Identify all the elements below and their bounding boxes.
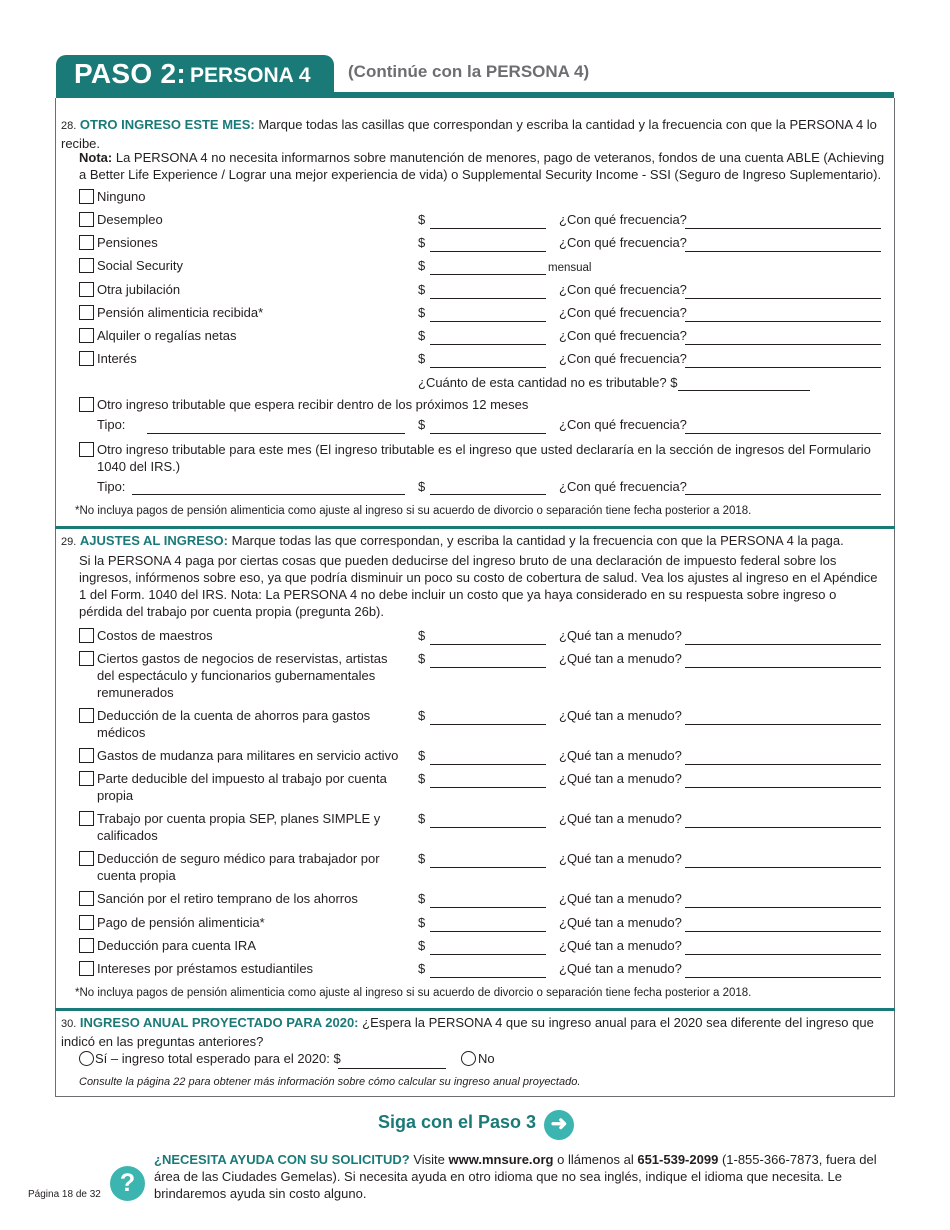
frequency-label: ¿Con qué frecuencia? xyxy=(559,328,687,343)
radio-no[interactable] xyxy=(461,1051,476,1066)
how-often-field[interactable] xyxy=(685,954,881,955)
frequency-label: ¿Con qué frecuencia? xyxy=(559,305,687,320)
amount-field-social-security[interactable] xyxy=(430,274,546,275)
dollar-sign: $ xyxy=(418,938,426,953)
checkbox-cuenta-ira[interactable] xyxy=(79,938,94,953)
q28-item-label: Otra jubilación xyxy=(97,282,181,297)
q29-intro: Marque todas las que correspondan, y escriba la cantidad y la frecuencia con que la PERSONA 4 la paga. xyxy=(231,533,844,548)
checkbox-costos-maestros[interactable] xyxy=(79,628,94,643)
how-often-label: ¿Qué tan a menudo? xyxy=(559,915,682,930)
frequency-label: ¿Con qué frecuencia? xyxy=(559,212,687,227)
q30-number: 30. xyxy=(61,1018,77,1030)
amount-field[interactable] xyxy=(430,954,546,955)
nontaxable-label: ¿Cuánto de esta cantidad no es tributable? $ xyxy=(418,375,678,390)
checkbox-otro-ingreso-12-meses[interactable] xyxy=(79,397,94,412)
q28-item-label: Alquiler o regalías netas xyxy=(97,328,237,343)
amount-field-pension-alimenticia[interactable] xyxy=(430,321,546,322)
checkbox-seguro-medico-propio[interactable] xyxy=(79,851,94,866)
checkbox-ninguno[interactable] xyxy=(79,189,94,204)
amount-field[interactable] xyxy=(430,867,546,868)
dollar-sign: $ xyxy=(418,479,426,494)
q29-item-label: Pago de pensión alimenticia* xyxy=(97,915,265,930)
how-often-field[interactable] xyxy=(685,827,881,828)
amount-field[interactable] xyxy=(430,787,546,788)
frequency-label: ¿Con qué frecuencia? xyxy=(559,282,687,297)
dollar-sign: $ xyxy=(418,282,426,297)
q29-item-label: Sanción por el retiro temprano de los ahorros xyxy=(97,891,358,906)
dollar-sign: $ xyxy=(418,417,426,432)
dollar-sign: $ xyxy=(418,628,426,643)
dollar-sign: $ xyxy=(418,771,426,786)
q28-item-label: Ninguno xyxy=(97,189,146,204)
q28-note xyxy=(79,149,887,183)
other-income-this-month-label: Otro ingreso tributable para este mes (El ingreso tributable es el ingreso que usted declararía en la sección de ingresos del Formulario 1040 del IRS.) xyxy=(97,442,871,474)
how-often-label: ¿Qué tan a menudo? xyxy=(559,811,682,826)
how-often-label: ¿Qué tan a menudo? xyxy=(559,891,682,906)
how-often-label: ¿Qué tan a menudo? xyxy=(559,851,682,866)
q28-item-label: Interés xyxy=(97,351,137,366)
checkbox-pension-alimenticia[interactable] xyxy=(79,305,94,320)
tipo-field-este-mes[interactable] xyxy=(132,494,405,495)
checkbox-ahorros-gastos-medicos[interactable] xyxy=(79,708,94,723)
q28-note-text: La PERSONA 4 no necesita informarnos sobre manutención de menores, pago de veteranos, fondos de una cuenta ABLE (Achieving a Better Life Experience / Lograr una mejor experiencia de vida) o Supplemental Security Income - SSI (Seguro de Ingreso Suplementario). xyxy=(79,150,885,182)
how-often-label: ¿Qué tan a menudo? xyxy=(559,651,682,666)
how-often-label: ¿Qué tan a menudo? xyxy=(559,628,682,643)
frequency-label: ¿Con qué frecuencia? xyxy=(559,417,687,432)
checkbox-retiro-temprano[interactable] xyxy=(79,891,94,906)
other-income-12-months-label: Otro ingreso tributable que espera recibir dentro de los próximos 12 meses xyxy=(97,397,529,412)
q30-intro: ¿Espera la PERSONA 4 que su ingreso anual para el 2020 sea diferente del ingreso que indicó en las preguntas anteriores? xyxy=(61,1015,874,1049)
dollar-sign: $ xyxy=(418,351,426,366)
dollar-sign: $ xyxy=(418,748,426,763)
frequency-field-pension-alimenticia[interactable] xyxy=(685,321,881,322)
checkbox-prestamos-estudiantiles[interactable] xyxy=(79,961,94,976)
dollar-sign: $ xyxy=(418,235,426,250)
how-often-field[interactable] xyxy=(685,931,881,932)
frequency-label: ¿Con qué frecuencia? xyxy=(559,235,687,250)
q28-item-label: Pensiones xyxy=(97,235,158,250)
help-visit-text: Visite xyxy=(413,1152,445,1167)
dollar-sign: $ xyxy=(418,328,426,343)
help-question-icon: ? xyxy=(110,1166,145,1201)
amount-field[interactable] xyxy=(430,907,546,908)
q30-heading xyxy=(61,1014,887,1050)
amount-field-pensiones[interactable] xyxy=(430,251,546,252)
checkbox-social-security[interactable] xyxy=(79,258,94,273)
checkbox-pago-pension[interactable] xyxy=(79,915,94,930)
amount-field[interactable] xyxy=(430,644,546,645)
step-title: PASO 2: xyxy=(74,58,187,89)
amount-field[interactable] xyxy=(430,931,546,932)
q28-footnote: *No incluya pagos de pensión alimenticia como ajuste al ingreso si su acuerdo de divorcio o separación tiene fecha posterior a 2018. xyxy=(75,505,752,517)
q29-item-label: Gastos de mudanza para militares en servicio activo xyxy=(97,748,399,763)
q29-item-label: Costos de maestros xyxy=(97,628,213,643)
help-website-link[interactable]: www.mnsure.org xyxy=(448,1152,554,1167)
dollar-sign: $ xyxy=(418,708,426,723)
nontaxable-amount-field[interactable] xyxy=(678,390,810,391)
person-title: PERSONA 4 xyxy=(190,64,311,87)
how-often-field[interactable] xyxy=(685,787,881,788)
radio-no-label: No xyxy=(478,1051,495,1066)
q29-item-label: Intereses por préstamos estudiantiles xyxy=(97,961,314,976)
amount-field-interes[interactable] xyxy=(430,367,546,368)
radio-yes[interactable] xyxy=(79,1051,94,1066)
checkbox-alquiler[interactable] xyxy=(79,328,94,343)
how-often-label: ¿Qué tan a menudo? xyxy=(559,708,682,723)
how-often-field[interactable] xyxy=(685,977,881,978)
amount-field-este-mes[interactable] xyxy=(430,494,546,495)
arrow-right-icon: ➜ xyxy=(544,1110,574,1140)
dollar-sign: $ xyxy=(418,891,426,906)
dollar-sign: $ xyxy=(418,651,426,666)
q29-item-label: Deducción para cuenta IRA xyxy=(97,938,256,953)
q28-number: 28. xyxy=(61,120,77,132)
checkbox-sep-simple[interactable] xyxy=(79,811,94,826)
amount-field-12-meses[interactable] xyxy=(430,433,546,434)
amount-field[interactable] xyxy=(430,667,546,668)
amount-field[interactable] xyxy=(430,764,546,765)
amount-field-alquiler[interactable] xyxy=(430,344,546,345)
checkbox-gastos-reservistas[interactable] xyxy=(79,651,94,666)
step-header-tab xyxy=(56,55,334,95)
help-phone-number[interactable]: 651-539-2099 xyxy=(637,1152,719,1167)
help-call-text: o llámenos al xyxy=(557,1152,634,1167)
q28-item-label: Desempleo xyxy=(97,212,163,227)
how-often-label: ¿Qué tan a menudo? xyxy=(559,961,682,976)
q29-number: 29. xyxy=(61,536,77,548)
help-title: ¿NECESITA AYUDA CON SU SOLICITUD? xyxy=(154,1152,410,1167)
q29-title: AJUSTES AL INGRESO: xyxy=(79,533,228,548)
monthly-label: mensual xyxy=(548,262,592,274)
frequency-field-alquiler[interactable] xyxy=(685,344,881,345)
amount-field[interactable] xyxy=(430,827,546,828)
q30-note: Consulte la página 22 para obtener más información sobre cómo calcular su ingreso anual proyectado. xyxy=(79,1076,581,1088)
how-often-field[interactable] xyxy=(685,907,881,908)
q28-item-label: Pensión alimenticia recibida* xyxy=(97,305,264,320)
frequency-field-este-mes[interactable] xyxy=(685,494,881,495)
q28-intro: Marque todas las casillas que correspondan y escriba la cantidad y la frecuencia con que la PERSONA 4 lo recibe. xyxy=(61,117,877,151)
dollar-sign: $ xyxy=(418,811,426,826)
q29-item-label: Deducción de seguro médico para trabajador por cuenta propia xyxy=(97,851,380,883)
q28-heading xyxy=(61,116,887,152)
checkbox-desempleo[interactable] xyxy=(79,212,94,227)
checkbox-otro-ingreso-este-mes[interactable] xyxy=(79,442,94,457)
tipo-label: Tipo: xyxy=(97,417,126,432)
checkbox-otra-jubilacion[interactable] xyxy=(79,282,94,297)
expected-income-field[interactable] xyxy=(338,1068,446,1069)
q28-note-label: Nota: xyxy=(79,150,113,165)
dollar-sign: $ xyxy=(418,305,426,320)
how-often-field[interactable] xyxy=(685,867,881,868)
help-text xyxy=(154,1151,894,1202)
checkbox-interes[interactable] xyxy=(79,351,94,366)
checkbox-pensiones[interactable] xyxy=(79,235,94,250)
q29-item-label: Trabajo por cuenta propia SEP, planes SIMPLE y calificados xyxy=(97,811,381,843)
how-often-field[interactable] xyxy=(685,644,881,645)
q29-item-label: Ciertos gastos de negocios de reservistas, artistas del espectáculo y funcionarios gubernamentales remunerados xyxy=(97,651,388,700)
how-often-label: ¿Qué tan a menudo? xyxy=(559,771,682,786)
how-often-field[interactable] xyxy=(685,724,881,725)
q29-item-label: Parte deducible del impuesto al trabajo por cuenta propia xyxy=(97,771,387,803)
step-subtitle: (Continúe con la PERSONA 4) xyxy=(348,62,590,81)
q28-title: OTRO INGRESO ESTE MES: xyxy=(79,117,255,132)
amount-field[interactable] xyxy=(430,724,546,725)
how-often-field[interactable] xyxy=(685,764,881,765)
dollar-sign: $ xyxy=(418,258,426,273)
dollar-sign: $ xyxy=(418,851,426,866)
checkbox-impuesto-trabajo-propio[interactable] xyxy=(79,771,94,786)
how-often-label: ¿Qué tan a menudo? xyxy=(559,938,682,953)
frequency-field-interes[interactable] xyxy=(685,367,881,368)
page-number: Página 18 de 32 xyxy=(28,1189,101,1200)
frequency-field-pensiones[interactable] xyxy=(685,251,881,252)
amount-field-desempleo[interactable] xyxy=(430,228,546,229)
frequency-label: ¿Con qué frecuencia? xyxy=(559,479,687,494)
q29-footnote: *No incluya pagos de pensión alimenticia como ajuste al ingreso si su acuerdo de divorcio o separación tiene fecha posterior a 2018. xyxy=(75,987,752,999)
frequency-label: ¿Con qué frecuencia? xyxy=(559,351,687,366)
next-step-label: Siga con el Paso 3 xyxy=(378,1112,537,1132)
q28-item-label: Social Security xyxy=(97,258,183,273)
dollar-sign: $ xyxy=(418,915,426,930)
amount-field[interactable] xyxy=(430,977,546,978)
checkbox-mudanza-militares[interactable] xyxy=(79,748,94,763)
frequency-field-desempleo[interactable] xyxy=(685,228,881,229)
frequency-field-12-meses[interactable] xyxy=(685,433,881,434)
q30-title: INGRESO ANUAL PROYECTADO PARA 2020: xyxy=(79,1015,359,1030)
dollar-sign: $ xyxy=(418,212,426,227)
tipo-label: Tipo: xyxy=(97,479,126,494)
q29-body: Si la PERSONA 4 paga por ciertas cosas que pueden deducirse del ingreso bruto de una declaración de impuesto federal sobre los ingresos, infórmenos sobre eso, ya que podría disminuir un poco su costo de cobertura de salud. Vea los ajustes al ingreso en el Apéndice 1 del Form. 1040 del IRS. Nota: La PERSONA 4 no debe incluir un costo que ya haya considerado en su respuesta sobre ingreso o pérdida del trabajo por cuenta propia (pregunta 26b). xyxy=(79,553,878,619)
radio-yes-label: Sí – ingreso total esperado para el 2020: $ xyxy=(95,1051,341,1066)
amount-field-otra-jubilacion[interactable] xyxy=(430,298,546,299)
q29-heading xyxy=(61,532,844,551)
q29-item-label: Deducción de la cuenta de ahorros para gastos médicos xyxy=(97,708,371,740)
tipo-field-12-meses[interactable] xyxy=(147,433,405,434)
dollar-sign: $ xyxy=(418,961,426,976)
how-often-label: ¿Qué tan a menudo? xyxy=(559,748,682,763)
frequency-field-otra-jubilacion[interactable] xyxy=(685,298,881,299)
how-often-field[interactable] xyxy=(685,667,881,668)
help-detail-text: (1-855-366-7873, fuera del área de las Ciudades Gemelas). Si necesita ayuda en otro idioma que no sea inglés, indique el idioma que necesita. Le brindaremos ayuda sin costo alguno. xyxy=(154,1152,877,1201)
